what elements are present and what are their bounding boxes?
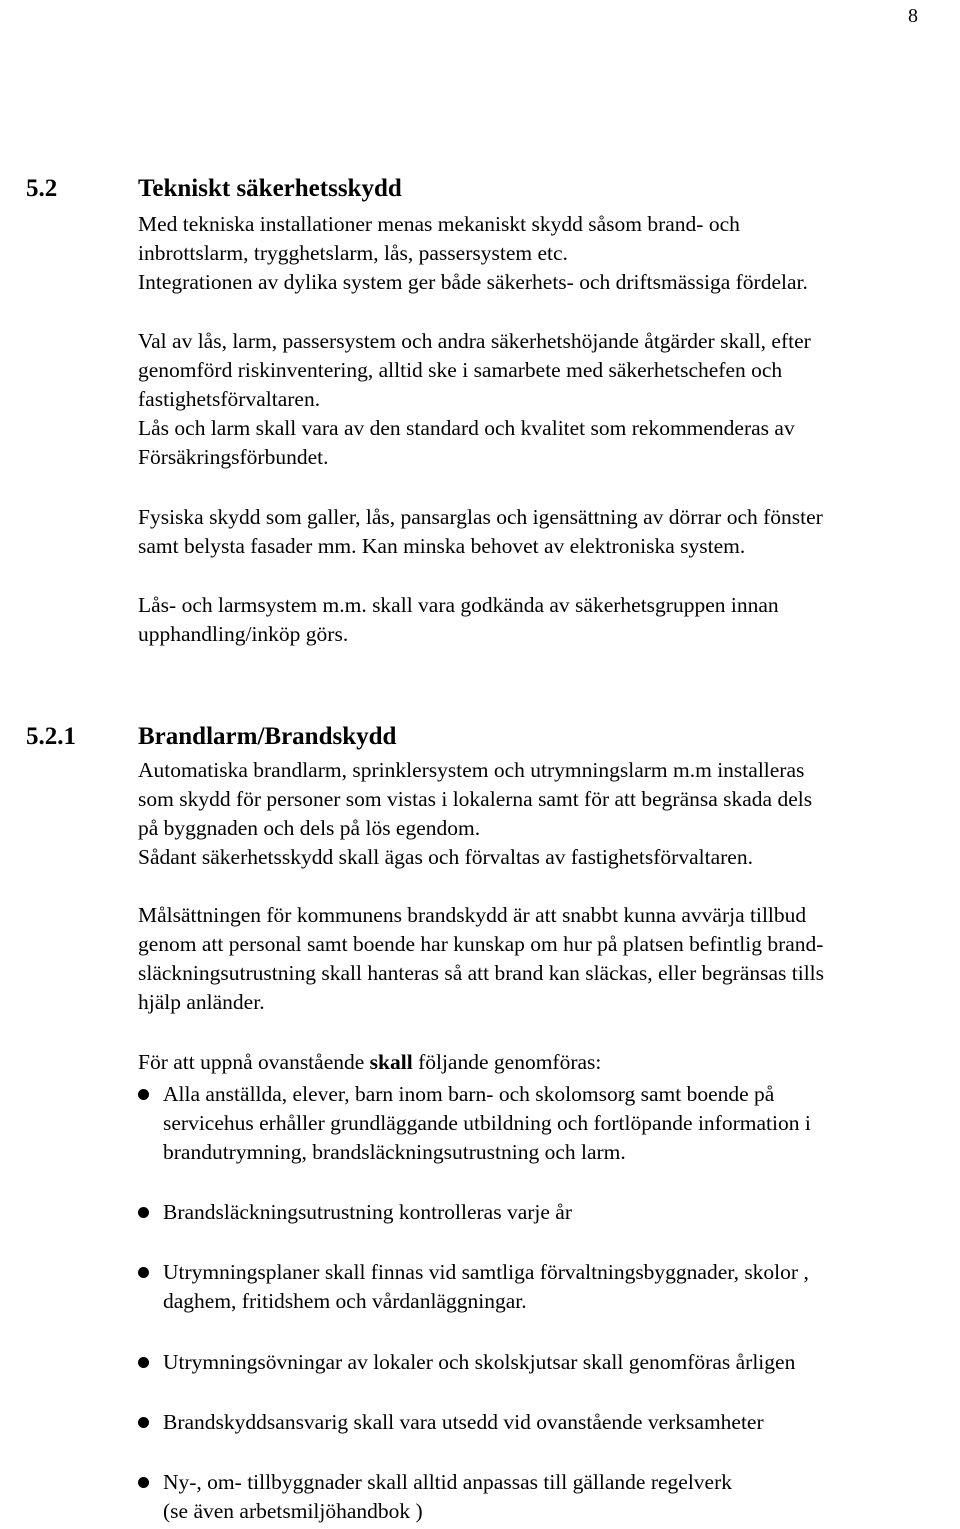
text-line: hjälp anländer. <box>138 990 265 1014</box>
text-line: genomförd riskinventering, alltid ske i samarbete med säkerhetschefen och <box>138 358 783 382</box>
paragraph <box>138 327 953 472</box>
list-item-text <box>163 1080 811 1167</box>
text-line: som skydd för personer som vistas i lokalerna samt för att begränsa skada dels <box>138 787 813 811</box>
text-line: Lås- och larmsystem m.m. skall vara godkända av säkerhetsgruppen innan <box>138 593 779 617</box>
text-line: Alla anställda, elever, barn inom barn- och skolomsorg samt boende på <box>163 1082 775 1106</box>
text-line: Brandsläckningsutrustning kontrolleras varje år <box>163 1200 572 1224</box>
text-line: Fysiska skydd som galler, lås, pansarglas och igensättning av dörrar och fönster <box>138 505 823 529</box>
text-line: brandutrymning, brandsläckningsutrustning och larm. <box>163 1140 626 1164</box>
text-line: Med tekniska installationer menas mekaniskt skydd såsom brand- och <box>138 212 740 236</box>
text-line: Val av lås, larm, passersystem och andra säkerhetshöjande åtgärder skall, efter <box>138 329 811 353</box>
text-line: Lås och larm skall vara av den standard och kvalitet som rekommenderas av <box>138 416 795 440</box>
bullet-icon <box>138 1417 149 1428</box>
text-line: Brandskyddsansvarig skall vara utsedd vid ovanstående verksamheter <box>163 1410 764 1434</box>
text-line: på byggnaden och dels på lös egendom. <box>138 816 481 840</box>
section-number: 5.2 <box>26 175 58 202</box>
lead-text: följande genomföras: <box>412 1050 602 1074</box>
list-item-text <box>163 1468 732 1526</box>
list-item-text <box>163 1348 795 1377</box>
text-line: (se även arbetsmiljöhandbok ) <box>163 1499 423 1523</box>
bullet-icon <box>138 1267 149 1278</box>
section-title: Tekniskt säkerhetsskydd <box>138 175 402 202</box>
text-line <box>138 1048 953 1077</box>
text-line: genom att personal samt boende har kunskap om hur på platsen befintlig brand- <box>138 932 824 956</box>
lead-text: För att uppnå ovanstående <box>138 1050 370 1074</box>
text-line: släckningsutrustning skall hanteras så att brand kan släckas, eller begränsas tills <box>138 961 825 985</box>
text-line: Utrymningsplaner skall finnas vid samtliga förvaltningsbyggnader, skolor , <box>163 1260 809 1284</box>
paragraph <box>138 901 953 1017</box>
text-line: Försäkringsförbundet. <box>138 445 329 469</box>
section-intro <box>138 210 953 297</box>
page-number: 8 <box>908 5 918 27</box>
text-line: fastighetsförvaltaren. <box>138 387 321 411</box>
text-line: samt belysta fasader mm. Kan minska behovet av elektroniska system. <box>138 534 746 558</box>
bullet-icon <box>138 1357 149 1368</box>
paragraph <box>138 591 953 649</box>
list-item-text <box>163 1258 809 1316</box>
text-line: daghem, fritidshem och vårdanläggningar. <box>163 1289 527 1313</box>
text-line: Ny-, om- tillbyggnader skall alltid anpassas till gällande regelverk <box>163 1470 732 1494</box>
section-intro <box>138 756 953 872</box>
text-line: servicehus erhåller grundläggande utbildning och fortlöpande information i <box>163 1111 811 1135</box>
text-line: inbrottslarm, trygghetslarm, lås, passersystem etc. <box>138 241 568 265</box>
subsection-number: 5.2.1 <box>26 723 76 750</box>
text-line: upphandling/inköp görs. <box>138 622 349 646</box>
list-lead <box>138 1048 953 1077</box>
text-line: Integrationen av dylika system ger både säkerhets- och driftsmässiga fördelar. <box>138 270 808 294</box>
bullet-icon <box>138 1089 149 1100</box>
text-line: Utrymningsövningar av lokaler och skolskjutsar skall genomföras årligen <box>163 1350 796 1374</box>
lead-emphasis: skall <box>369 1050 413 1074</box>
list-item-text <box>163 1198 572 1227</box>
text-line: Automatiska brandlarm, sprinklersystem och utrymningslarm m.m installeras <box>138 758 805 782</box>
list-item-text <box>163 1408 764 1437</box>
subsection-title: Brandlarm/Brandskydd <box>138 723 397 750</box>
text-line: Målsättningen för kommunens brandskydd är att snabbt kunna avvärja tillbud <box>138 903 807 927</box>
paragraph <box>138 503 953 561</box>
text-line: Sådant säkerhetsskydd skall ägas och förvaltas av fastighetsförvaltaren. <box>138 845 753 869</box>
bullet-icon <box>138 1207 149 1218</box>
bullet-icon <box>138 1477 149 1488</box>
